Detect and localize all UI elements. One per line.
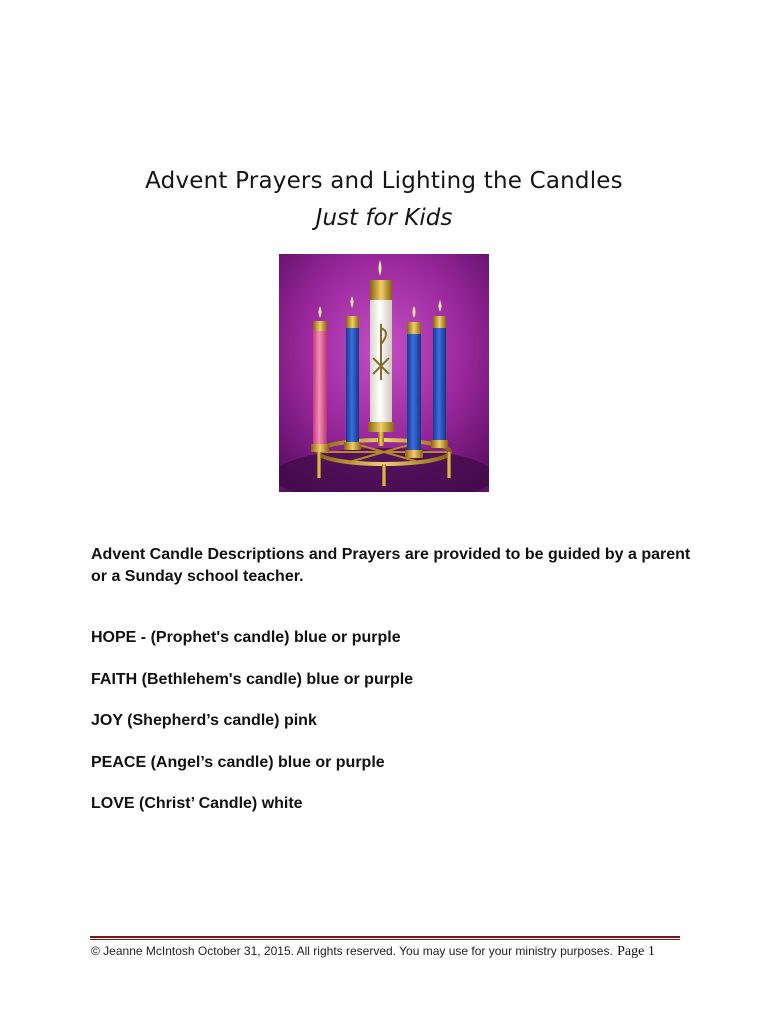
advent-wreath-image xyxy=(279,254,489,492)
list-item: HOPE - (Prophet's candle) blue or purple xyxy=(91,629,401,646)
white-christ-candle xyxy=(368,260,394,446)
ring-leg xyxy=(382,464,386,486)
intro-paragraph: Advent Candle Descriptions and Prayers are provided to be guided by a parent or a Sunday school teacher. xyxy=(91,546,691,585)
candle-list xyxy=(91,628,413,836)
copyright-text: © Jeanne McIntosh October 31, 2015. All rights reserved. You may use for your ministry purposes. xyxy=(91,944,613,958)
document-subtitle: Just for Kids xyxy=(315,205,453,231)
page-number: Page 1 xyxy=(617,944,655,959)
ring-leg xyxy=(317,452,321,478)
blue-candle-left xyxy=(344,296,361,450)
document-title: Advent Prayers and Lighting the Candles xyxy=(145,168,623,194)
blue-candle-right-front xyxy=(405,306,423,458)
ring-leg xyxy=(447,452,451,478)
page-footer xyxy=(91,944,691,960)
list-item: PEACE (Angel’s candle) blue or purple xyxy=(91,753,385,771)
list-item: FAITH (Bethlehem's candle) blue or purple xyxy=(91,670,414,688)
list-item: LOVE (Christ’ Candle) white xyxy=(91,795,303,812)
blue-candle-far-right xyxy=(431,300,448,448)
list-item: JOY (Shepherd’s candle) pink xyxy=(91,712,317,729)
footer-divider xyxy=(90,936,680,940)
pink-candle xyxy=(311,306,329,452)
